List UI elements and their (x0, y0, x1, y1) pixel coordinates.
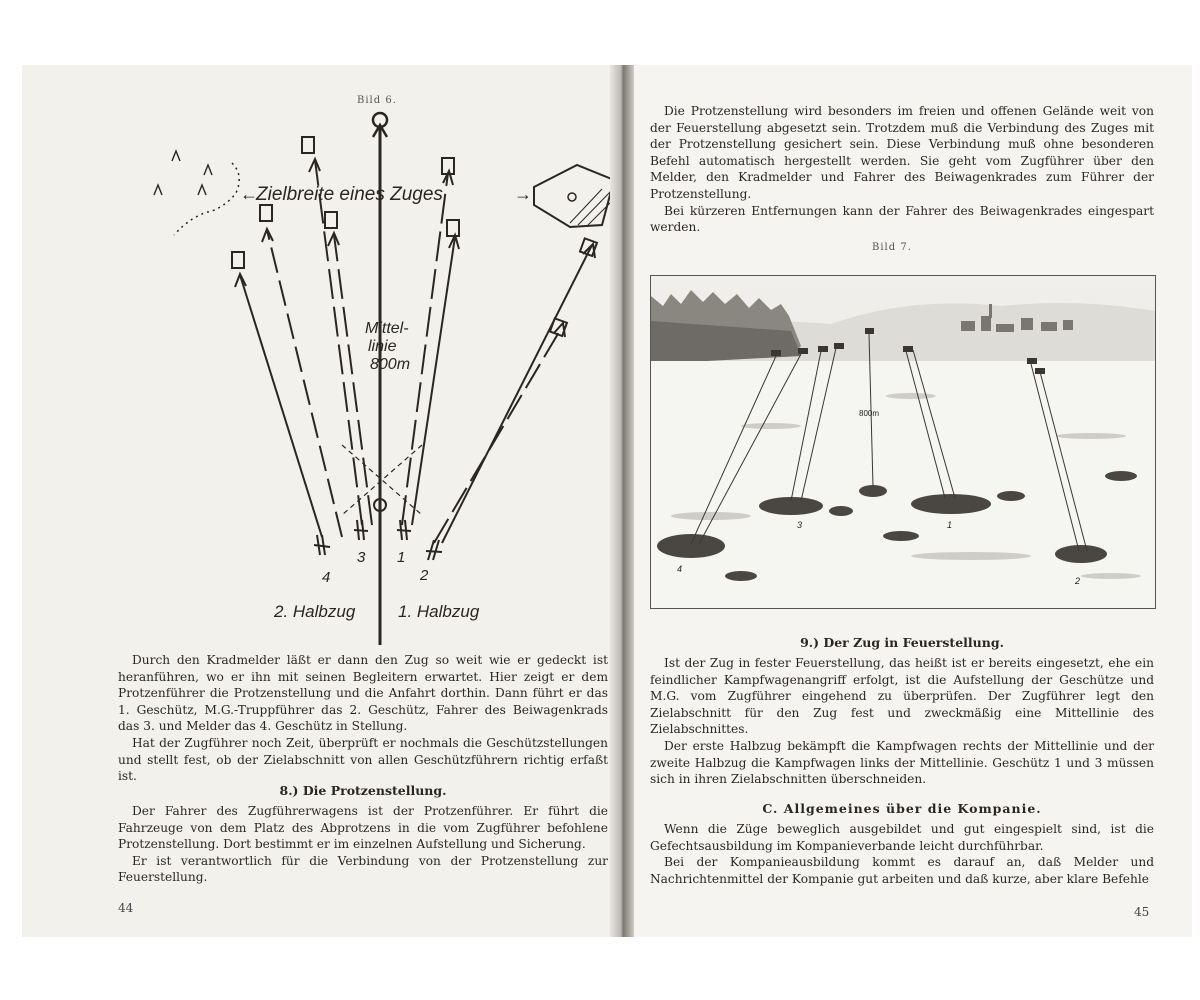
half-platoon-1-label: 1. Halbzug (398, 602, 480, 621)
center-line-label-3: 800m (370, 356, 411, 373)
paragraph: Der Fahrer des Zugführerwagens ist der Protzenführer. Er führt die Fahrzeuge von dem Platz des Abprotzens in die vom Zugführer befohlene Protzenstellung. Dort bestimmt er im einzelnen Aufstellung und Sicherung. (118, 804, 608, 852)
right-text-block-2 (650, 655, 1154, 788)
left-page (22, 65, 620, 937)
section-heading-c: C. Allgemeines über die Kompanie. (762, 801, 1042, 816)
gun-number-3: 3 (357, 549, 366, 566)
right-text-block-1 (650, 103, 1154, 236)
section-heading-9: 9.) Der Zug in Feuerstellung. (800, 635, 1004, 650)
figure-caption-bild-7: Bild 7. (872, 242, 912, 253)
paragraph: Die Protzenstellung wird besonders im freien und offenen Gelände weit von der Feuerstellung abgesetzt sein. Trotzdem muß die Verbindung des Zuges mit der Protzenstellung gesichert sein. Diese Verbindung muß ohne besonderen Befehl automatisch hergestellt werden. Sie geht vom Zugführer über den Melder, den Kradmelder und Fahrer des Beiwagenkrades zum Führer der Protzenstellung. (650, 104, 1154, 201)
gun-number-4: 4 (322, 569, 331, 586)
paragraph: Durch den Kradmelder läßt er dann den Zug so weit wie er gedeckt ist heranführen, wo er ihn mit seinen Begleitern erwartet. Hier zeigt er dem Protzenführer die Protzenstellung und die Anfahrt dorthin. Dann führt er das 1. Geschütz, M.G.-Truppführer das 2. Geschütz, Fahrer des Beiwagenkrads das 3. und Melder das 4. Geschütz in Stellung. (118, 653, 608, 734)
photo-gun-number-3: 3 (797, 520, 803, 530)
section-heading-8: 8.) Die Protzenstellung. (279, 783, 447, 798)
paragraph: Ist der Zug in fester Feuerstellung, das heißt ist er bereits eingesetzt, ehe ein feindlicher Kampfwagenangriff erfolgt, ist die Aufstellung der Geschütze und M.G. vom Zugführer eingehend zu überprüfen. Der Zugführer legt den Zielabschnitt für den Zug fest und zweckmäßig eine Mittellinie des Zielabschnittes. (650, 656, 1154, 737)
battlefield-illustration (650, 275, 1156, 609)
figure-caption-bild-6: Bild 6. (357, 95, 397, 106)
book-spread (22, 65, 1192, 937)
firing-sector-diagram (22, 65, 620, 645)
left-text-block-1 (118, 652, 608, 785)
book-gutter (610, 65, 634, 937)
photo-distance-label: 800m (859, 409, 880, 418)
arrow-right-glyph: → (514, 184, 532, 204)
left-text-block-2 (118, 803, 608, 886)
gun-number-2: 2 (420, 567, 429, 584)
paragraph: Hat der Zugführer noch Zeit, überprüft er nochmals die Geschützstellungen und stellt fest, ob der Zielabschnitt von allen Geschützführern richtig erfaßt ist. (118, 735, 608, 784)
right-text-block-3 (650, 821, 1154, 887)
photo-gun-number-1: 1 (947, 520, 953, 530)
paragraph: Wenn die Züge beweglich ausgebildet und gut eingespielt sind, ist die Gefechtsausbildung im Kompanieverbande leicht durchführbar. (650, 822, 1154, 853)
page-number-right: 45 (1134, 905, 1150, 919)
half-platoon-2-label: 2. Halbzug (274, 602, 356, 621)
photo-gun-number-2: 2 (1075, 576, 1081, 586)
photo-gun-number-4: 4 (677, 564, 683, 574)
center-line-label-1: Mittel- (365, 320, 409, 337)
page-number-left: 44 (118, 901, 134, 915)
center-line-label-2: linie (368, 338, 397, 355)
paragraph: Bei kürzeren Entfernungen kann der Fahrer des Beiwagenkrades eingespart werden. (650, 203, 1154, 235)
gun-number-1: 1 (397, 549, 406, 566)
right-page (622, 65, 1192, 937)
paragraph: Der erste Halbzug bekämpft die Kampfwagen rechts der Mittellinie und der zweite Halbzug die Kampfwagen links der Mittellinie. Geschütz 1 und 3 müssen sich in ihren Zielabschnitten überschneiden. (650, 738, 1154, 787)
paragraph: Er ist verantwortlich für die Verbindung von der Protzenstellung zur Feuerstellung. (118, 853, 608, 885)
target-width-label: Zielbreite eines Zuges (256, 184, 443, 205)
paragraph: Bei der Kompanieausbildung kommt es darauf an, daß Melder und Nachrichtenmittel der Kompanie gut arbeiten und daß kurze, aber klare Befehle (650, 855, 1154, 886)
arrow-left-glyph: ← (240, 184, 258, 204)
